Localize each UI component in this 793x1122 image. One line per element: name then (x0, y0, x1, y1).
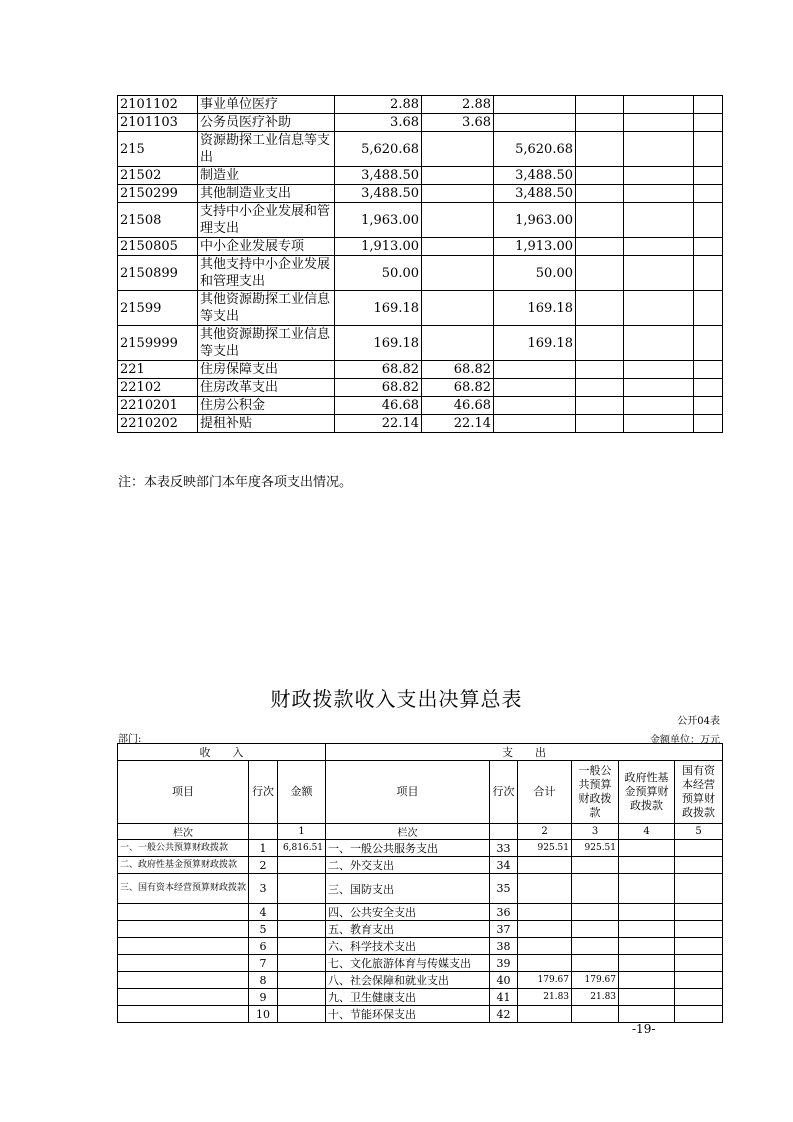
expense-general-cell (572, 1006, 619, 1023)
expense-row-no-cell: 33 (490, 840, 518, 857)
name-cell: 其他资源勘探工业信息等支出 (198, 326, 335, 361)
empty-cell (694, 132, 723, 167)
table-row (118, 361, 723, 379)
income-row-no-cell: 9 (249, 989, 278, 1006)
empty-cell (576, 361, 624, 379)
empty-cell (624, 256, 694, 291)
expense-total-cell (518, 904, 572, 921)
expense-general-cell: 179.67 (572, 972, 619, 989)
page-number: -19- (632, 1022, 656, 1036)
table-row (118, 238, 723, 256)
table-row (118, 938, 723, 955)
empty-cell (624, 203, 694, 238)
project-cell (494, 415, 576, 433)
empty-cell (694, 256, 723, 291)
income-row-no-cell: 8 (249, 972, 278, 989)
code-cell: 2210202 (118, 415, 198, 433)
summary-table (117, 743, 723, 1023)
expense-general-cell (572, 874, 619, 904)
basic-cell (422, 203, 494, 238)
empty-cell (694, 185, 723, 203)
project-cell (494, 96, 576, 114)
income-item-cell (118, 921, 249, 938)
income-row-no-cell: 7 (249, 955, 278, 972)
empty-cell (624, 238, 694, 256)
empty-cell (624, 167, 694, 185)
col-fund-budget: 政府性基金预算财政拨款 (619, 761, 675, 824)
table-row (118, 326, 723, 361)
basic-cell (422, 185, 494, 203)
empty-cell (624, 185, 694, 203)
table-row (118, 857, 723, 874)
expense-state-cell (675, 1006, 723, 1023)
income-amount-cell (278, 972, 326, 989)
col-row-no: 行次 (249, 761, 278, 824)
empty-cell (576, 256, 624, 291)
code-cell: 2150805 (118, 238, 198, 256)
expense-total-cell (518, 1006, 572, 1023)
col-amount: 金额 (278, 761, 326, 824)
project-cell (494, 379, 576, 397)
expense-general-cell (572, 921, 619, 938)
income-amount-cell (278, 989, 326, 1006)
income-item-cell (118, 972, 249, 989)
name-cell: 公务员医疗补助 (198, 114, 335, 132)
expense-fund-cell (619, 955, 675, 972)
expense-general-cell (572, 857, 619, 874)
table-note: 注：本表反映部门本年度各项支出情况。 (118, 475, 353, 490)
table-row (118, 904, 723, 921)
table-row (118, 840, 723, 857)
expense-row-no-cell: 40 (490, 972, 518, 989)
table-row (118, 972, 723, 989)
table-row (118, 114, 723, 132)
project-cell (494, 361, 576, 379)
expense-row-no-cell: 39 (490, 955, 518, 972)
name-cell: 提租补贴 (198, 415, 335, 433)
expense-item-cell: 二、外交支出 (326, 857, 490, 874)
empty-cell (576, 167, 624, 185)
empty-cell (694, 379, 723, 397)
income-row-no-cell: 3 (249, 874, 278, 904)
expense-total-cell (518, 921, 572, 938)
page-title: 财政拨款收入支出决算总表 (270, 687, 523, 711)
expense-item-cell: 三、国防支出 (326, 874, 490, 904)
code-cell: 21502 (118, 167, 198, 185)
project-cell: 169.18 (494, 326, 576, 361)
expense-item-cell: 一、一般公共服务支出 (326, 840, 490, 857)
total-cell: 46.68 (335, 397, 422, 415)
expense-total-cell: 179.67 (518, 972, 572, 989)
col-general-budget: 一般公共预算财政拨款 (572, 761, 619, 824)
department-label: 部门: (118, 734, 142, 745)
income-header: 收 入 (118, 744, 326, 761)
table-row (118, 203, 723, 238)
empty-cell (694, 361, 723, 379)
expense-state-cell (675, 857, 723, 874)
empty-cell (624, 96, 694, 114)
table-row (118, 96, 723, 114)
income-row-no-cell: 10 (249, 1006, 278, 1023)
empty-cell (624, 132, 694, 167)
empty-cell (624, 291, 694, 326)
basic-cell: 2.88 (422, 96, 494, 114)
project-cell: 169.18 (494, 291, 576, 326)
total-cell: 50.00 (335, 256, 422, 291)
table-row (118, 921, 723, 938)
empty-cell (694, 114, 723, 132)
basic-cell: 46.68 (422, 397, 494, 415)
empty-cell (694, 397, 723, 415)
total-cell: 3,488.50 (335, 185, 422, 203)
expense-general-cell (572, 938, 619, 955)
expense-general-cell (572, 955, 619, 972)
income-row-no-cell: 6 (249, 938, 278, 955)
empty-cell (694, 291, 723, 326)
basic-cell: 68.82 (422, 379, 494, 397)
lanci-label-expense: 栏次 (326, 824, 490, 840)
table-number: 公开04表 (677, 716, 720, 727)
expense-item-cell: 九、卫生健康支出 (326, 989, 490, 1006)
lanci-empty-expense (490, 824, 518, 840)
empty-cell (576, 132, 624, 167)
code-cell: 2210201 (118, 397, 198, 415)
expense-fund-cell (619, 921, 675, 938)
total-cell: 1,913.00 (335, 238, 422, 256)
expense-row-no-cell: 36 (490, 904, 518, 921)
lanci-5: 5 (675, 824, 723, 840)
table-row (118, 874, 723, 904)
project-cell: 5,620.68 (494, 132, 576, 167)
basic-cell (422, 167, 494, 185)
income-item-cell (118, 1006, 249, 1023)
income-row-no-cell: 5 (249, 921, 278, 938)
table-row (118, 989, 723, 1006)
expense-detail-table (117, 95, 723, 433)
code-cell: 2101103 (118, 114, 198, 132)
code-cell: 215 (118, 132, 198, 167)
empty-cell (576, 203, 624, 238)
basic-cell (422, 256, 494, 291)
col-total: 合计 (518, 761, 572, 824)
empty-cell (694, 415, 723, 433)
empty-cell (624, 379, 694, 397)
empty-cell (624, 415, 694, 433)
expense-item-cell: 四、公共安全支出 (326, 904, 490, 921)
name-cell: 事业单位医疗 (198, 96, 335, 114)
expense-fund-cell (619, 989, 675, 1006)
expense-fund-cell (619, 857, 675, 874)
total-cell: 3,488.50 (335, 167, 422, 185)
project-cell: 50.00 (494, 256, 576, 291)
table-row (118, 379, 723, 397)
project-cell (494, 397, 576, 415)
expense-row-no-cell: 38 (490, 938, 518, 955)
project-cell: 1,913.00 (494, 238, 576, 256)
lanci-label: 栏次 (118, 824, 249, 840)
lanci-2: 2 (518, 824, 572, 840)
expense-fund-cell (619, 904, 675, 921)
col-row-no-expense: 行次 (490, 761, 518, 824)
table-row (118, 1006, 723, 1023)
name-cell: 住房改革支出 (198, 379, 335, 397)
project-cell (494, 114, 576, 132)
name-cell: 其他支持中小企业发展和管理支出 (198, 256, 335, 291)
expense-state-cell (675, 989, 723, 1006)
expense-item-cell: 五、教育支出 (326, 921, 490, 938)
empty-cell (576, 415, 624, 433)
table-row (118, 955, 723, 972)
empty-cell (576, 397, 624, 415)
lanci-3: 3 (572, 824, 619, 840)
expense-total-cell (518, 955, 572, 972)
table-row (118, 167, 723, 185)
empty-cell (694, 167, 723, 185)
name-cell: 其他制造业支出 (198, 185, 335, 203)
table-row (118, 185, 723, 203)
project-cell: 3,488.50 (494, 167, 576, 185)
expense-item-cell: 六、科学技术支出 (326, 938, 490, 955)
unit-label: 金额单位：万元 (650, 735, 720, 746)
expense-row-no-cell: 34 (490, 857, 518, 874)
expense-general-cell: 21.83 (572, 989, 619, 1006)
table-row (118, 256, 723, 291)
empty-cell (576, 291, 624, 326)
expense-item-cell: 八、社会保障和就业支出 (326, 972, 490, 989)
name-cell: 其他资源勘探工业信息等支出 (198, 291, 335, 326)
expense-fund-cell (619, 1006, 675, 1023)
expense-row-no-cell: 42 (490, 1006, 518, 1023)
expense-item-cell: 七、文化旅游体育与传媒支出 (326, 955, 490, 972)
expense-fund-cell (619, 972, 675, 989)
expense-state-cell (675, 904, 723, 921)
basic-cell: 22.14 (422, 415, 494, 433)
col-item-expense: 项目 (326, 761, 490, 824)
empty-cell (624, 326, 694, 361)
col-state-capital: 国有资本经营预算财政拨款 (675, 761, 723, 824)
empty-cell (694, 203, 723, 238)
expense-fund-cell (619, 938, 675, 955)
basic-cell (422, 291, 494, 326)
total-cell: 5,620.68 (335, 132, 422, 167)
code-cell: 21508 (118, 203, 198, 238)
basic-cell (422, 326, 494, 361)
header-row-1 (118, 744, 723, 761)
empty-cell (576, 185, 624, 203)
lanci-4: 4 (619, 824, 675, 840)
expense-row-no-cell: 41 (490, 989, 518, 1006)
name-cell: 资源勘探工业信息等支出 (198, 132, 335, 167)
code-cell: 21599 (118, 291, 198, 326)
basic-cell: 68.82 (422, 361, 494, 379)
table-row (118, 415, 723, 433)
empty-cell (624, 114, 694, 132)
empty-cell (624, 361, 694, 379)
header-row-2 (118, 761, 723, 824)
total-cell: 3.68 (335, 114, 422, 132)
name-cell: 中小企业发展专项 (198, 238, 335, 256)
expense-general-cell (572, 904, 619, 921)
code-cell: 2150899 (118, 256, 198, 291)
empty-cell (694, 238, 723, 256)
code-cell: 221 (118, 361, 198, 379)
lanci-empty (249, 824, 278, 840)
income-row-no-cell: 1 (249, 840, 278, 857)
expense-item-cell: 十、节能环保支出 (326, 1006, 490, 1023)
income-amount-cell (278, 938, 326, 955)
income-amount-cell (278, 904, 326, 921)
expense-fund-cell (619, 840, 675, 857)
empty-cell (576, 96, 624, 114)
table-row (118, 397, 723, 415)
total-cell: 169.18 (335, 291, 422, 326)
expense-total-cell (518, 874, 572, 904)
expense-state-cell (675, 972, 723, 989)
name-cell: 住房公积金 (198, 397, 335, 415)
income-row-no-cell: 4 (249, 904, 278, 921)
code-cell: 22102 (118, 379, 198, 397)
income-item-cell (118, 904, 249, 921)
lanci-1: 1 (278, 824, 326, 840)
expense-state-cell (675, 874, 723, 904)
table-row (118, 132, 723, 167)
empty-cell (576, 238, 624, 256)
expense-header: 支 出 (326, 744, 723, 761)
expense-fund-cell (619, 874, 675, 904)
income-amount-cell (278, 1006, 326, 1023)
name-cell: 支持中小企业发展和管理支出 (198, 203, 335, 238)
header-row-lanci (118, 824, 723, 840)
expense-state-cell (675, 840, 723, 857)
basic-cell (422, 132, 494, 167)
project-cell: 1,963.00 (494, 203, 576, 238)
income-item-cell (118, 955, 249, 972)
income-item-cell (118, 989, 249, 1006)
name-cell: 制造业 (198, 167, 335, 185)
income-amount-cell (278, 955, 326, 972)
expense-total-cell: 925.51 (518, 840, 572, 857)
income-amount-cell: 6,816.51 (278, 840, 326, 857)
total-cell: 1,963.00 (335, 203, 422, 238)
expense-state-cell (675, 955, 723, 972)
expense-state-cell (675, 921, 723, 938)
empty-cell (624, 397, 694, 415)
expense-row-no-cell: 37 (490, 921, 518, 938)
total-cell: 2.88 (335, 96, 422, 114)
expense-general-cell: 925.51 (572, 840, 619, 857)
total-cell: 22.14 (335, 415, 422, 433)
code-cell: 2159999 (118, 326, 198, 361)
income-item-cell: 一、一般公共预算财政拨款 (118, 840, 249, 857)
income-item-cell (118, 938, 249, 955)
basic-cell: 3.68 (422, 114, 494, 132)
total-cell: 68.82 (335, 379, 422, 397)
expense-row-no-cell: 35 (490, 874, 518, 904)
empty-cell (576, 114, 624, 132)
total-cell: 68.82 (335, 361, 422, 379)
expense-state-cell (675, 938, 723, 955)
code-cell: 2150299 (118, 185, 198, 203)
income-item-cell: 三、国有资本经营预算财政拨款 (118, 874, 249, 904)
income-amount-cell (278, 921, 326, 938)
project-cell: 3,488.50 (494, 185, 576, 203)
expense-total-cell (518, 857, 572, 874)
table-row (118, 291, 723, 326)
code-cell: 2101102 (118, 96, 198, 114)
total-cell: 169.18 (335, 326, 422, 361)
empty-cell (694, 326, 723, 361)
expense-total-cell (518, 938, 572, 955)
expense-total-cell: 21.83 (518, 989, 572, 1006)
income-item-cell: 二、政府性基金预算财政拨款 (118, 857, 249, 874)
basic-cell (422, 238, 494, 256)
col-item: 项目 (118, 761, 249, 824)
income-row-no-cell: 2 (249, 857, 278, 874)
empty-cell (694, 96, 723, 114)
empty-cell (576, 326, 624, 361)
income-amount-cell (278, 874, 326, 904)
empty-cell (576, 379, 624, 397)
name-cell: 住房保障支出 (198, 361, 335, 379)
income-amount-cell (278, 857, 326, 874)
